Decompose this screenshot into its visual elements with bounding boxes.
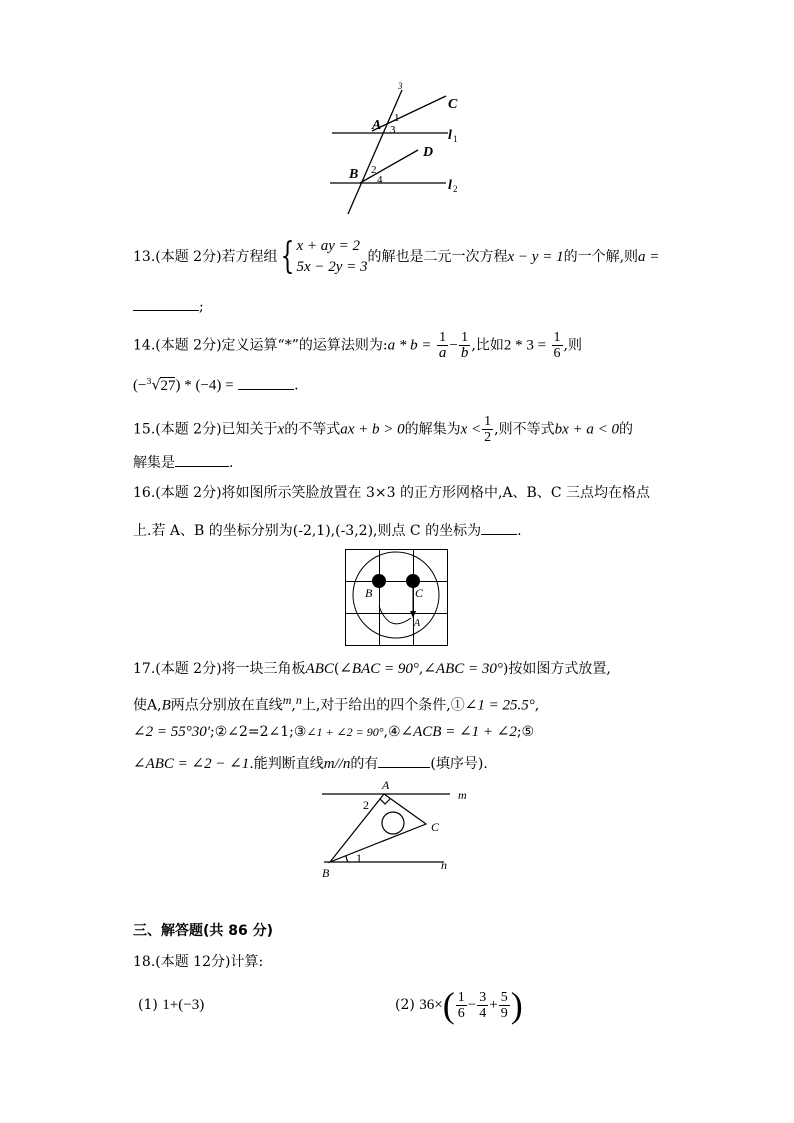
q15-end: . — [229, 455, 234, 471]
q15-mid2: 的解集为 — [404, 421, 461, 438]
q15-ineq2: x < — [460, 421, 482, 438]
question-17-line4 — [133, 753, 488, 774]
fraction-3-4 — [477, 990, 488, 1021]
question-16-line2 — [133, 520, 522, 541]
q17-abc: ABC — [305, 661, 334, 677]
q15-f-num: 1 — [484, 414, 492, 429]
smiley-label-B: B — [365, 586, 373, 600]
triangle-label-A: A — [382, 778, 390, 792]
question-15-answer — [133, 452, 233, 473]
q18-b-num: 3 — [479, 989, 487, 1005]
triangle-label-n: n — [441, 858, 447, 872]
q17-l4-c: 的有 — [350, 756, 379, 772]
q13-suffix: 的一个解,则 — [563, 249, 639, 265]
eye-left — [372, 574, 386, 588]
smiley-label-C: C — [415, 586, 424, 600]
label-D: D — [423, 145, 434, 160]
answer-blank-16[interactable] — [481, 520, 517, 535]
question-14-expression — [133, 372, 299, 396]
q14-end: . — [294, 377, 299, 394]
question-16-line1: 16.(本题 2分)将如图所示笑脸放置在 3×3 的正方形网格中,A、B、C 三点均在格点 — [133, 485, 651, 501]
fraction-5-9 — [499, 990, 510, 1021]
label-l1-sub: 1 — [453, 134, 458, 144]
q17-comma: , — [418, 661, 424, 677]
radical-sign: √ — [151, 377, 161, 394]
q17-l3-b: ;②∠2=2∠1;③ — [209, 724, 307, 740]
parallel-lines-figure — [320, 78, 480, 218]
question-18-part2: (2) 36×( $\frac{1}{6}$ − $\frac{3}{4}$ + $\frac{5}{9}$ ) — [395, 985, 523, 1025]
q17-l3-c: ,④ — [383, 724, 401, 740]
q13-prefix: 13.(本题 2分)若方程组 — [133, 249, 278, 265]
q17-abc2: ∠ABC = 30° — [423, 661, 503, 677]
q18-b-den: 4 — [479, 1005, 487, 1021]
q17-l1-b: ( — [333, 661, 340, 677]
label-angle2: 2 — [371, 164, 377, 176]
smiley-label-A: A — [414, 618, 421, 629]
label-l1: l — [448, 128, 452, 143]
q17-l2-a: 使A, — [133, 697, 162, 714]
q17-mn: m//n — [323, 756, 351, 772]
label-angle1: 1 — [394, 112, 400, 124]
q17-l2-e: 上,对于给出的四个条件,① — [301, 697, 465, 714]
label-angle4: 4 — [377, 174, 383, 186]
q15-mid3: ,则不等式 — [494, 421, 555, 438]
fraction-1-over-6 — [552, 330, 563, 361]
q18-c-num: 5 — [500, 989, 508, 1005]
fraction-1-over-a — [437, 330, 449, 361]
q15-ineq3: bx + a < 0 — [554, 421, 620, 438]
question-17-line2 — [133, 690, 539, 716]
q15-prefix: 15.(本题 2分)已知关于 — [133, 421, 278, 438]
answer-blank-13[interactable] — [133, 296, 199, 311]
q14-example: 2 * 3 = — [503, 337, 547, 354]
label-line3: 3 — [398, 81, 403, 91]
q15-line2: 解集是 — [133, 455, 175, 471]
q14-f1-den: a — [438, 345, 447, 361]
q13-mid: 的解也是二元一次方程 — [367, 249, 508, 265]
label-A: A — [372, 118, 382, 133]
q16-line2: 上.若 A、B 的坐标分别为(-2,1),(-3,2),则点 C 的坐标为 — [133, 523, 482, 539]
expr-open: (− — [133, 377, 147, 394]
q13-eq3: x − y = 1 — [507, 249, 564, 265]
question-14 — [133, 330, 582, 361]
q17-l4-b: .能判断直线 — [249, 756, 324, 772]
q17-l3-d: ;⑤ — [516, 724, 535, 740]
q15-f-den: 2 — [484, 430, 492, 445]
triangle-label-1: 1 — [356, 851, 362, 865]
answer-blank-15[interactable] — [175, 452, 229, 467]
system-brace: { — [280, 236, 294, 277]
label-C: C — [448, 97, 458, 112]
q17-c3: ∠1 + ∠2 = 90° — [306, 725, 384, 739]
q17-l3-a: ∠2 = 55°30′ — [133, 724, 210, 740]
q13-end: ; — [199, 299, 204, 315]
question-17-line1 — [133, 659, 611, 679]
q16-end: . — [517, 523, 522, 539]
q14-prefix: 14.(本题 2分)定义运算“*”的运算法则为: — [133, 337, 388, 354]
q15-mid1: 的不等式 — [284, 421, 341, 438]
q17-l1-c: )按如图方式放置, — [502, 661, 611, 677]
q18-op2: + — [489, 997, 498, 1013]
q17-l4-a: ∠ABC = ∠2 − ∠1 — [133, 756, 250, 772]
q17-c1: ∠1 = 25.5° — [464, 697, 535, 714]
question-13-answer — [133, 296, 204, 317]
label-l2-sub: 2 — [453, 184, 458, 194]
fraction-1-over-b — [459, 330, 471, 361]
question-18-part1 — [138, 995, 204, 1015]
triangle-label-B: B — [322, 866, 330, 880]
q17-bac: ∠BAC = 90° — [339, 661, 419, 677]
q18-c-den: 9 — [500, 1005, 508, 1021]
q18-a-den: 6 — [457, 1005, 465, 1021]
q14-f1-num: 1 — [437, 330, 449, 346]
part1-label: (1) — [138, 997, 158, 1013]
q14-lhs: a * b = — [387, 337, 432, 354]
label-B: B — [349, 167, 359, 182]
equation-system — [296, 236, 367, 278]
q17-n: n — [295, 693, 302, 707]
q14-mid: ,比如 — [471, 337, 504, 354]
q13-eq1: x + ay = 2 — [296, 238, 361, 254]
q15-suffix: 的 — [619, 421, 634, 438]
root-value: 27 — [160, 377, 176, 394]
q17-l2-f: , — [534, 697, 540, 714]
minus-sign: − — [449, 337, 458, 354]
q14-f2-den: b — [460, 345, 469, 361]
q18-a-num: 1 — [457, 989, 465, 1005]
q17-l4-d: (填序号). — [430, 756, 488, 772]
q13-eq2: 5x − 2y = 3 — [296, 259, 368, 275]
question-13 — [133, 236, 659, 278]
q17-l2-b: B — [161, 697, 171, 714]
triangle-label-m: m — [458, 788, 467, 802]
triangle-label-C: C — [431, 820, 440, 834]
root-index: 3 — [146, 377, 152, 386]
part2-lead: 36× — [419, 997, 443, 1013]
q14-f3-num: 1 — [553, 330, 561, 345]
triangle-figure — [316, 778, 476, 882]
section-heading: 三、解答题(共 86 分) — [133, 923, 274, 939]
fraction-1-over-2 — [482, 414, 493, 445]
question-18-title: 18.(本题 12分)计算: — [133, 954, 264, 970]
q13-var: a = — [638, 249, 660, 265]
q17-m: m — [282, 693, 292, 707]
part2-label: (2) — [395, 997, 415, 1013]
triangle-label-2: 2 — [363, 798, 369, 812]
q17-l2-d: , — [291, 697, 296, 714]
question-17-line3 — [133, 722, 534, 742]
q14-tail: ,则 — [563, 337, 582, 354]
q15-x: x — [277, 421, 285, 438]
expr-close: ) * (−4) = — [175, 377, 234, 394]
answer-blank-17[interactable] — [378, 753, 430, 768]
part1-expression: 1+(−3) — [162, 997, 205, 1013]
q15-ineq1: ax + b > 0 — [340, 421, 405, 438]
label-angle3: 3 — [390, 124, 396, 136]
q17-l2-c: 两点分别放在直线 — [170, 697, 283, 714]
label-l2: l — [448, 178, 452, 193]
q14-f2-num: 1 — [459, 330, 471, 346]
fraction-1-6 — [456, 990, 467, 1021]
q14-f3-den: 6 — [553, 346, 561, 361]
q17-c4: ∠ACB = ∠1 + ∠2 — [400, 724, 517, 740]
q17-l1-a: 17.(本题 2分)将一块三角板 — [133, 661, 306, 677]
q18-op1: − — [467, 997, 477, 1013]
smiley-grid-figure — [344, 548, 450, 648]
question-15 — [133, 414, 633, 445]
answer-blank-14[interactable] — [238, 375, 294, 390]
